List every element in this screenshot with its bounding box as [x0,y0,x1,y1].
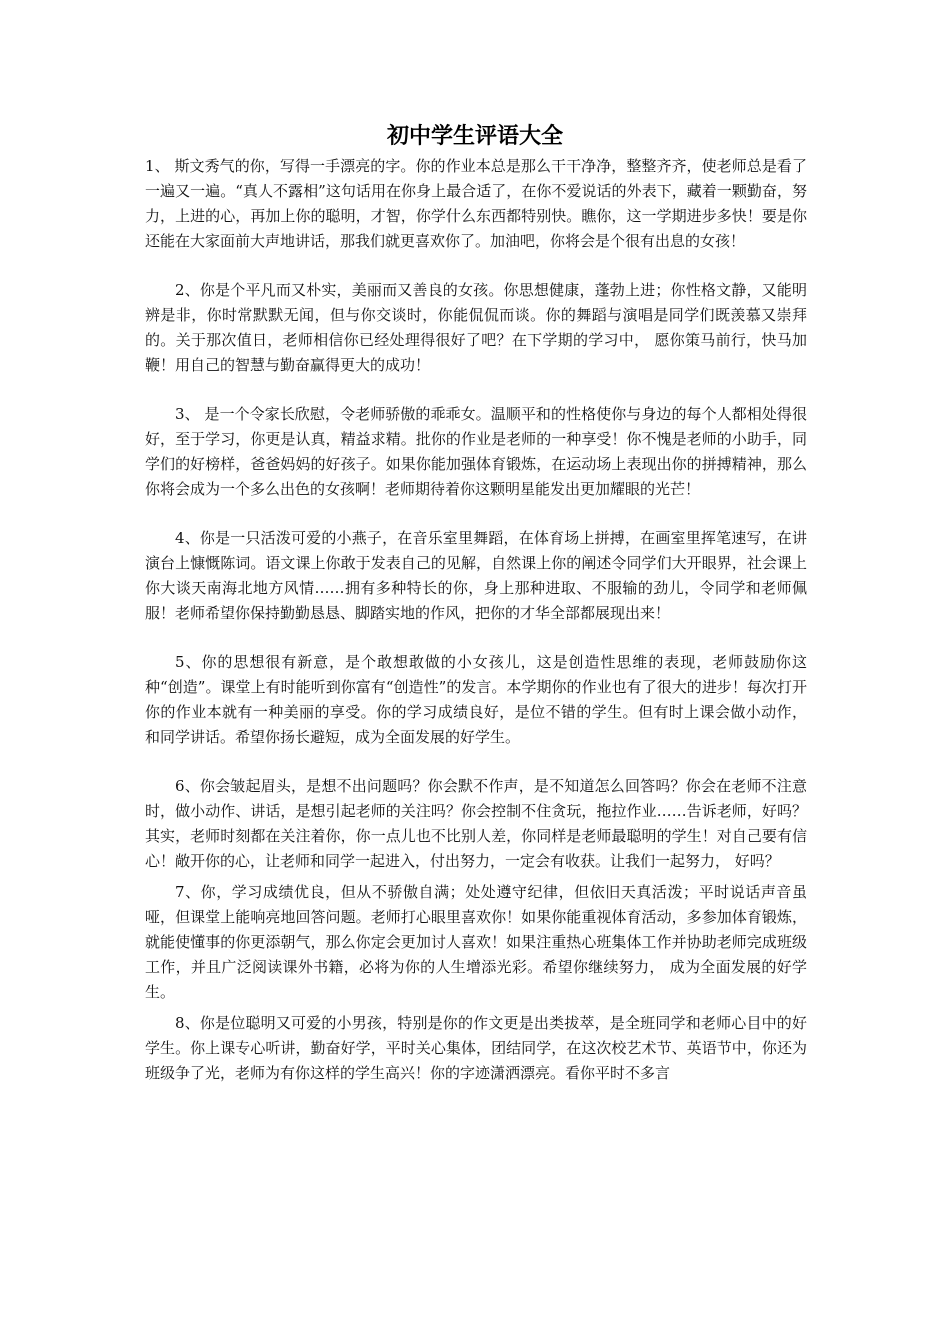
comment-paragraph-2: 2、你是个平凡而又朴实，美丽而又善良的女孩。你思想健康，蓬勃上进；你性格文静，又能明辨是非，你时常默默无闻，但与你交谈时，你能侃侃而谈。你的舞蹈与演唱是同学们既羡慕又崇拜的。关于那次值日，老师相信你已经处理得很好了吧？在下学期的学习中， 愿你策马前行，快马加鞭！用自己的智慧与勤奋赢得更大的成功！ [145,281,807,374]
paragraph-spacer [145,502,807,526]
paragraph-spacer [145,750,807,774]
comment-paragraph-1: 1、 斯文秀气的你，写得一手漂亮的字。你的作业本总是那么干干净净，整整齐齐，使老师总是看了一遍又一遍。“真人不露相”这句话用在你身上最合适了，在你不爱说话的外表下，藏着一颗勤奋，努力，上进的心，再加上你的聪明，才智，你学什么东西都特别快。瞧你，这一学期进步多快！要是你还能在大家面前大声地讲话，那我们就更喜欢你了。加油吧，你将会是个很有出息的女孩！ [145,157,807,250]
paragraph-spacer [145,254,807,278]
comment-paragraph-4: 4、你是一只活泼可爱的小燕子，在音乐室里舞蹈，在体育场上拼搏，在画室里挥笔速写，在讲演台上慷慨陈词。语文课上你敢于发表自己的见解，自然课上你的阐述令同学们大开眼界，社会课上你大谈天南海北地方风情……拥有多种特长的你，身上那种进取、不服输的劲儿，令同学和老师佩服！老师希望你保持勤勤恳恳、脚踏实地的作风，把你的才华全部都展现出来！ [145,529,807,622]
comment-paragraph-5: 5、你的思想很有新意，是个敢想敢做的小女孩儿，这是创造性思维的表现，老师鼓励你这种“创造”。课堂上有时能听到你富有“创造性”的发言。本学期你的作业也有了很大的进步！每次打开你的作业本就有一种美丽的享受。你的学习成绩良好，是位不错的学生。但有时上课会做小动作， 和同学讲话。希望你扬长避短，成为全面发展的好学生。 [145,653,807,746]
paragraph-spacer [145,626,807,650]
comment-paragraph-6: 6、你会皱起眉头，是想不出问题吗？你会默不作声，是不知道怎么回答吗？你会在老师不注意时，做小动作、讲话，是想引起老师的关注吗？你会控制不住贪玩，拖拉作业……告诉老师，好吗？其实，老师时刻都在关注着你，你一点儿也不比别人差，你同样是老师最聪明的学生！对自己要有信心！敞开你的心，让老师和同学一起进入，付出努力，一定会有收获。让我们一起努力， 好吗？ [145,777,807,870]
document-body [145,154,807,1086]
paragraph-spacer [145,378,807,402]
comment-paragraph-8: 8、你是位聪明又可爱的小男孩，特别是你的作文更是出类拔萃，是全班同学和老师心目中的好学生。你上课专心听讲，勤奋好学，平时关心集体，团结同学，在这次校艺术节、英语节中，你还为班级争了光，老师为有你这样的学生高兴！你的字迹潇洒漂亮。看你平时不多言 [145,1014,807,1082]
comment-paragraph-7: 7、你，学习成绩优良，但从不骄傲自满；处处遵守纪律，但依旧天真活泼；平时说话声音虽哑，但课堂上能响亮地回答问题。老师打心眼里喜欢你！如果你能重视体育活动，多参加体育锻炼，就能使懂事的你更添朝气，那么你定会更加讨人喜欢！如果注重热心班集体工作并协助老师完成班级工作，并且广泛阅读课外书籍，必将为你的人生增添光彩。希望你继续努力， 成为全面发展的好学生。 [145,883,807,1001]
document-title: 初中学生评语大全 [386,123,563,149]
comment-paragraph-3: 3、 是一个令家长欣慰，令老师骄傲的乖乖女。温顺平和的性格使你与身边的每个人都相处得很好，至于学习，你更是认真，精益求精。批你的作业是老师的一种享受！你不愧是老师的小助手，同学们的好榜样，爸爸妈妈的好孩子。如果你能加强体育锻炼，在运动场上表现出你的拼搏精神，那么你将会成为一个多么出色的女孩啊！老师期待着你这颗明星能发出更加耀眼的光芒！ [145,405,807,498]
